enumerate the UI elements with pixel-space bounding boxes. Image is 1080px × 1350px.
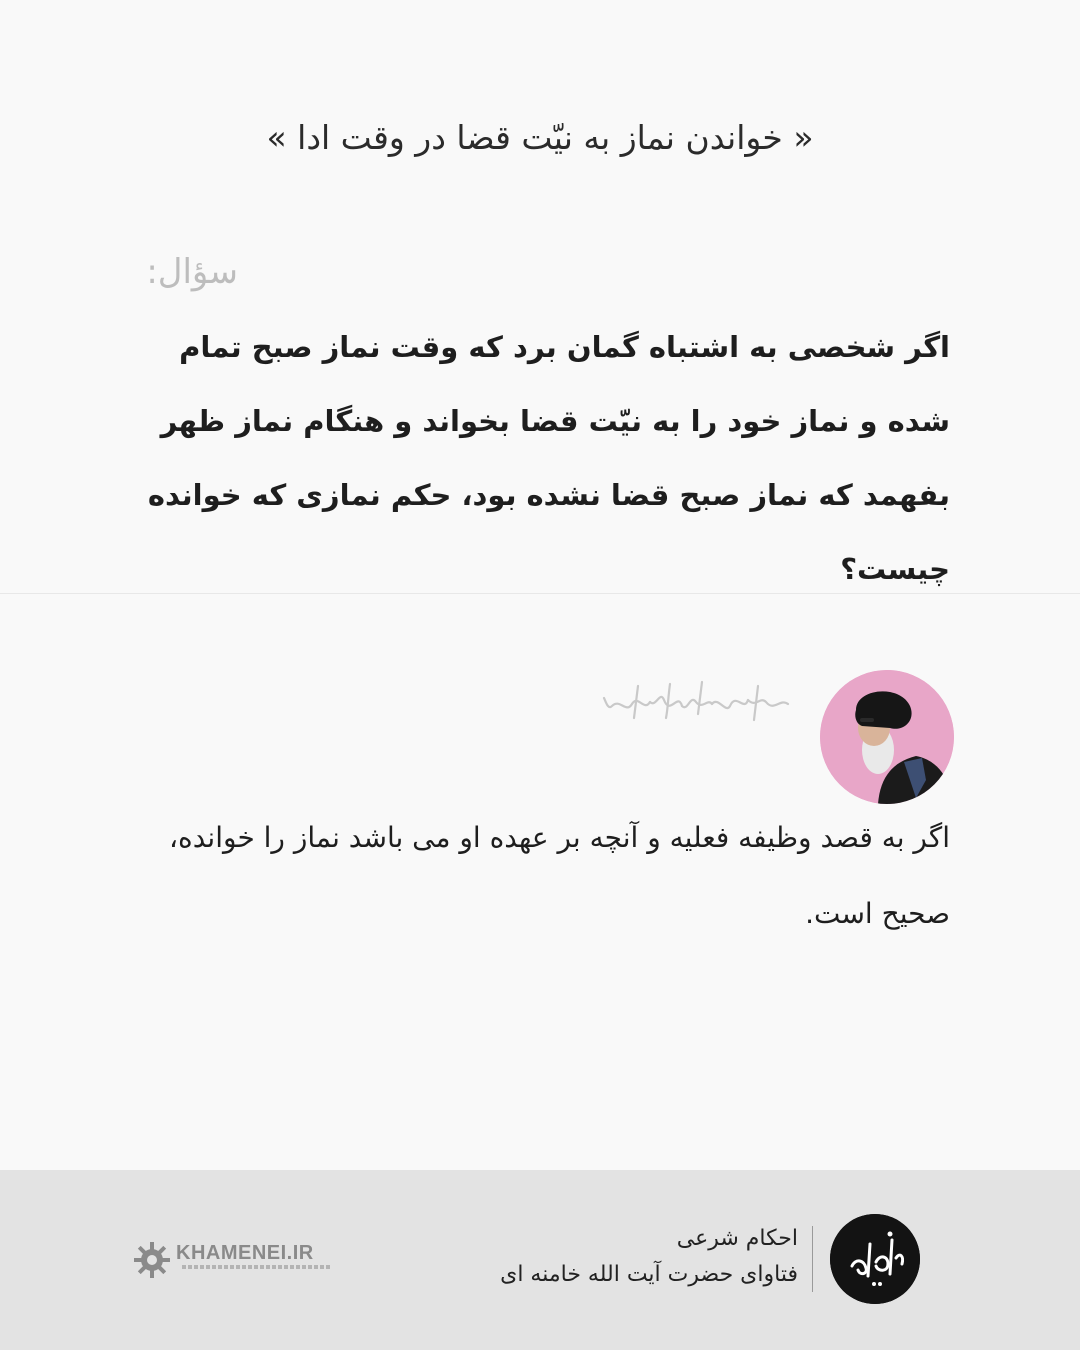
- fiqh-logo-icon: [830, 1214, 920, 1304]
- question-label: سؤال:: [146, 252, 238, 292]
- gear-emblem-icon: [132, 1240, 172, 1280]
- divider: [0, 593, 1080, 594]
- site-tagline-mark: [182, 1265, 332, 1269]
- site-name: KHAMENEI.IR: [176, 1242, 314, 1264]
- page-title: « خواندن نماز به نیّت قضا در وقت ادا »: [266, 118, 814, 157]
- footer-separator: [812, 1226, 813, 1292]
- footer-subtitle: فتاوای حضرت آیت الله خامنه ای: [500, 1262, 798, 1287]
- avatar: [820, 670, 954, 804]
- khamenei-ir-logo[interactable]: [132, 1240, 332, 1280]
- answer-text: اگر به قصد وظیفه فعلیه و آنچه بر عهده او می باشد نماز را خوانده، صحیح است.: [169, 821, 950, 930]
- footer-category: احکام شرعی: [676, 1226, 798, 1251]
- basmala-calligraphy: [598, 668, 798, 738]
- question-text: اگر شخصی به اشتباه گمان برد که وقت نماز صبح تمام شده و نماز خود را به نیّت قضا بخواند و هنگام نماز ظهر بفهمد که نماز صبح قضا نشده بود، حکم نمازی که خوانده چیست؟: [147, 330, 950, 586]
